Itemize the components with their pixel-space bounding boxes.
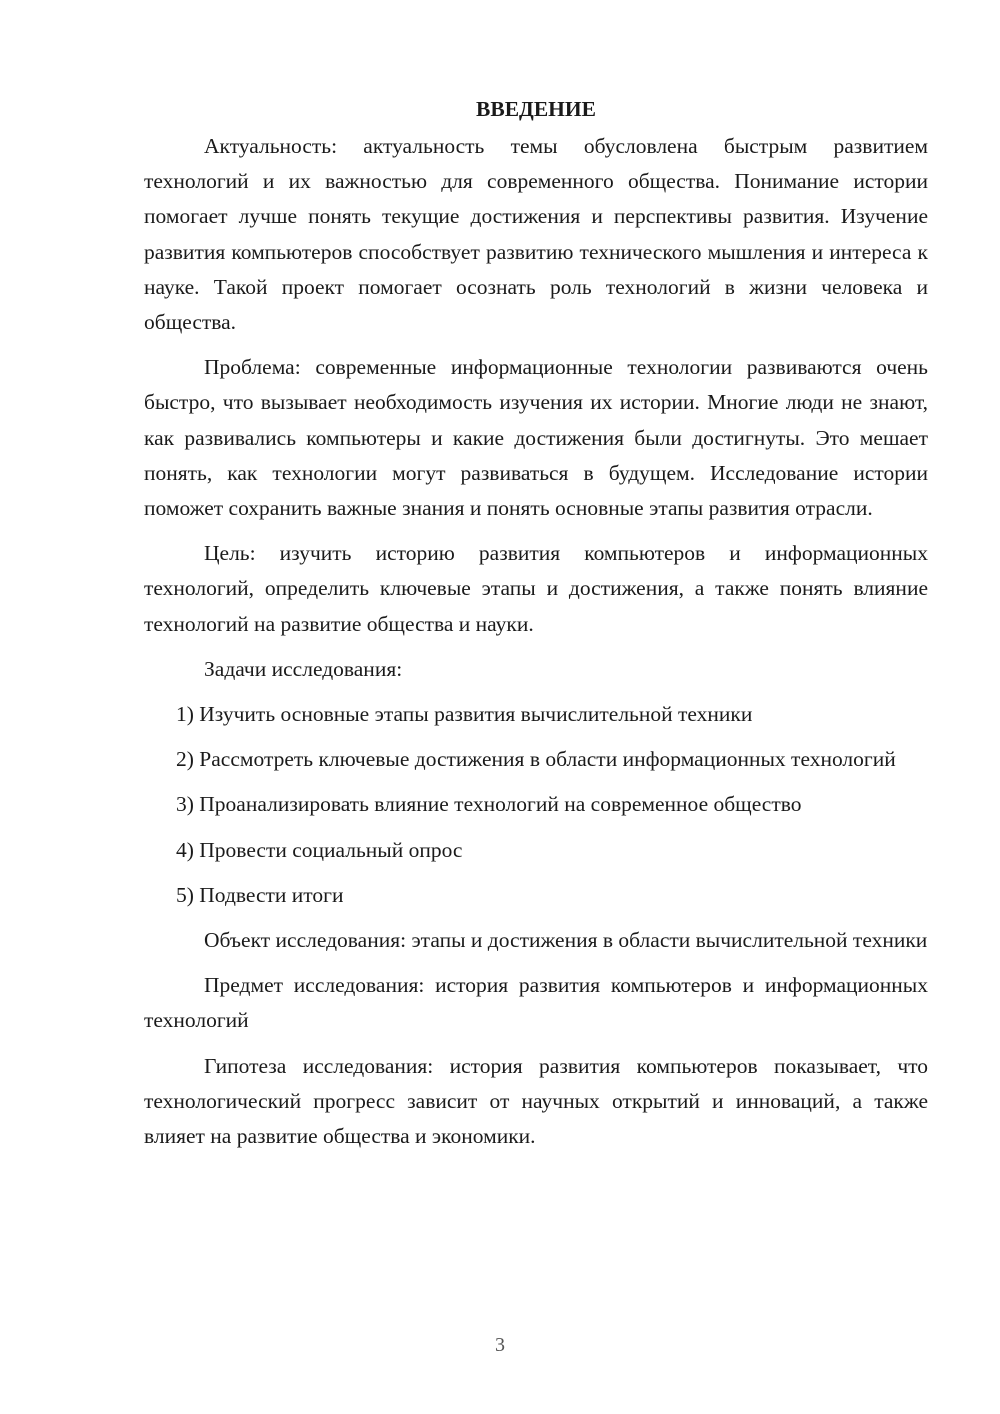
paragraph-subject: Предмет исследования: история развития компьютеров и информационных технологий bbox=[144, 973, 928, 1033]
list-item: 1) Изучить основные этапы развития вычислительной техники bbox=[176, 702, 753, 727]
page-title: ВВЕДЕНИЕ bbox=[476, 97, 596, 121]
list-item: 2) Рассмотреть ключевые достижения в области информационных технологий bbox=[176, 747, 896, 772]
paragraph-goal: Цель: изучить историю развития компьютеров и информационных технологий, определить ключевые этапы и достижения, а также понять влияние технологий на развитие общества и науки. bbox=[144, 541, 928, 636]
paragraph-problem: Проблема: современные информационные технологии развиваются очень быстро, что вызывает необходимость изучения их истории. Многие люди не знают, как развивались компьютеры и какие достижения были достигнуты. Это мешает понять, как технологии могут развиваться в будущем. Исследование истории поможет сохранить важные знания и понять основные этапы развития отрасли. bbox=[144, 355, 928, 521]
list-item: 3) Проанализировать влияние технологий на современное общество bbox=[176, 792, 802, 817]
paragraph-relevance: Актуальность: актуальность темы обусловлена быстрым развитием технологий и их важностью для современного общества. Понимание истории помогает лучше понять текущие достижения и перспективы развития. Изучение развития компьютеров способствует развитию технического мышления и интереса к науке. Такой проект помогает осознать роль технологий в жизни человека и общества. bbox=[144, 134, 928, 335]
paragraph-object: Объект исследования: этапы и достижения в области вычислительной техники bbox=[204, 928, 928, 953]
list-item: 4) Провести социальный опрос bbox=[176, 837, 463, 862]
tasks-list bbox=[144, 697, 928, 913]
paragraph-hypothesis: Гипотеза исследования: история развития компьютеров показывает, что технологический прогресс зависит от научных открытий и инноваций, а также влияет на развитие общества и экономики. bbox=[144, 1053, 928, 1149]
page-content bbox=[144, 92, 928, 1164]
list-item: 5) Подвести итоги bbox=[176, 882, 344, 907]
tasks-heading: Задачи исследования: bbox=[204, 656, 403, 681]
page-number: 3 bbox=[495, 1334, 505, 1356]
